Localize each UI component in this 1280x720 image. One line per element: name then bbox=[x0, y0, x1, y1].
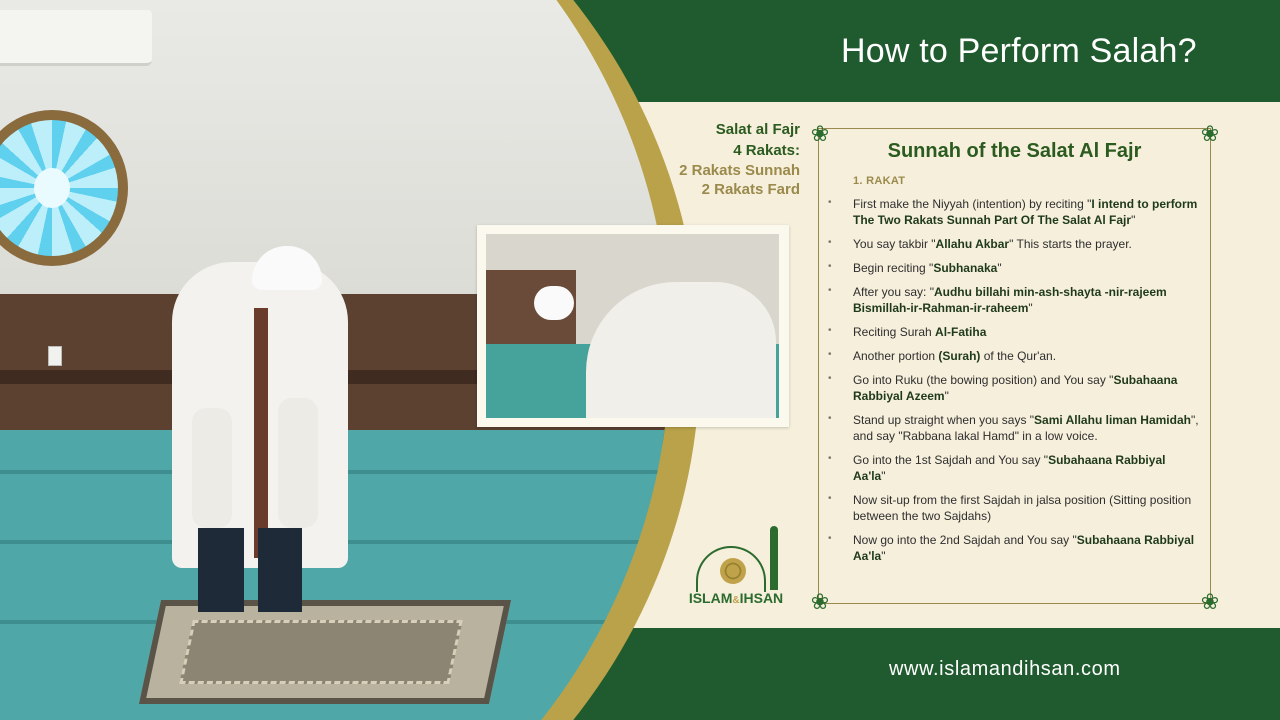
floral-ornament-icon: ❀ bbox=[1200, 589, 1220, 614]
praying-man bbox=[168, 238, 358, 618]
air-conditioner bbox=[0, 10, 152, 66]
step-item: • Go into the 1st Sajdah and You say "Subahaana Rabbiyal Aa'la" bbox=[828, 452, 1200, 484]
step-item: • First make the Niyyah (intention) by reciting "I intend to perform The Two Rakats Sunnah Part Of The Salat Al Fajr" bbox=[828, 196, 1200, 228]
step-item: • You say takbir "Allahu Akbar" This starts the prayer. bbox=[828, 236, 1200, 252]
steps-list bbox=[828, 196, 1200, 564]
website-link[interactable]: www.islamandihsan.com bbox=[889, 658, 1121, 680]
rakat-heading: 1. RAKAT bbox=[853, 175, 906, 187]
step-item: • After you say: "Audhu billahi min-ash-shayta -nir-rajeem Bismillah-ir-Rahman-ir-raheem" bbox=[828, 284, 1200, 316]
ruku-inset-photo bbox=[477, 225, 789, 427]
prayer-name: Salat al Fajr bbox=[715, 121, 800, 138]
section-title: Sunnah of the Salat Al Fajr bbox=[887, 140, 1142, 162]
step-item: • Reciting Surah Al-Fatiha bbox=[828, 324, 1200, 340]
floral-ornament-icon: ❀ bbox=[810, 121, 830, 146]
step-item: • Another portion (Surah) of the Qur'an. bbox=[828, 348, 1200, 364]
rakat-sunnah: 2 Rakats Sunnah bbox=[679, 162, 800, 179]
rakat-fard: 2 Rakats Fard bbox=[701, 181, 800, 198]
floral-ornament-icon: ❀ bbox=[810, 589, 830, 614]
step-item: • Go into Ruku (the bowing position) and You say "Subahaana Rabbiyal Azeem" bbox=[828, 372, 1200, 404]
logo-text: ISLAM&IHSAN bbox=[688, 590, 784, 606]
page-title: How to Perform Salah? bbox=[841, 32, 1197, 70]
mosque-logo-icon bbox=[684, 520, 788, 610]
step-item: • Now go into the 2nd Sajdah and You say "Subahaana Rabbiyal Aa'la" bbox=[828, 532, 1200, 564]
step-item: • Stand up straight when you says "Sami Allahu liman Hamidah", and say "Rabbana lakal Hamd" in a low voice. bbox=[828, 412, 1200, 444]
step-item: • Begin reciting "Subhanaka" bbox=[828, 260, 1200, 276]
rakat-total: 4 Rakats: bbox=[733, 142, 800, 159]
step-item: • Now sit-up from the first Sajdah in jalsa position (Sitting position between the two Sajdahs) bbox=[828, 492, 1200, 524]
floral-ornament-icon: ❀ bbox=[1200, 121, 1220, 146]
wall-outlet bbox=[48, 346, 62, 366]
